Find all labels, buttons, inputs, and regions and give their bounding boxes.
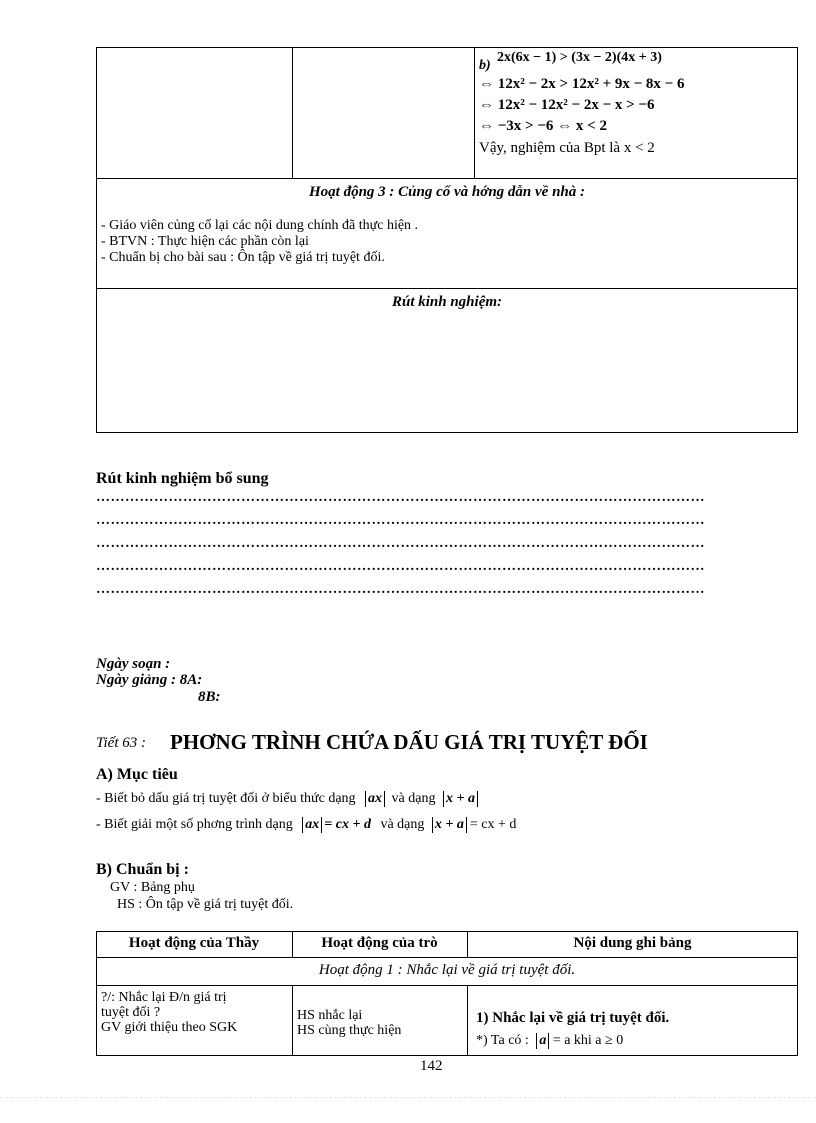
teacher-line: GV giới thiệu theo SGK (101, 1020, 238, 1035)
lesson-title: PHƠNG TRÌNH CHỨA DẤU GIÁ TRỊ TUYỆT ĐỐI (170, 730, 648, 754)
activity3-item: - Giáo viên củng cố lại các nội dung chính đã thực hiện . (101, 218, 419, 233)
lesson-period: Tiết 63 : (96, 735, 147, 751)
dot-line: ……………………………………………………………………………………………………………… (96, 513, 705, 528)
preparation-gv: GV : Bảng phụ (110, 880, 195, 895)
student-line: HS nhắc lại (297, 1008, 363, 1023)
conclusion: Vậy, nghiệm của Bpt là x < 2 (479, 140, 655, 156)
math-line-4: ⇔ −3x > −6 ⇔ x < 2 (479, 118, 607, 134)
page-number: 142 (420, 1058, 443, 1074)
abs-expr-xa: x + a (443, 791, 478, 807)
header-teacher: Hoạt động của Thầy (128, 935, 260, 951)
dot-line: ……………………………………………………………………………………………………………… (96, 582, 705, 597)
objective-2-text: - Biết giải một số phơng trình dạng (96, 817, 293, 832)
top-table-row-divider-1 (96, 178, 798, 179)
student-cell (297, 1008, 401, 1038)
math-line-1: 2x(6x − 1) > (3x − 2)(4x + 3) (497, 50, 662, 65)
objective-2-mid: và dạng (380, 817, 425, 832)
dot-line: ……………………………………………………………………………………………………………… (96, 559, 705, 574)
content-line-post: = a khi a ≥ 0 (552, 1033, 624, 1048)
teacher-line: tuyệt đối ? (101, 1005, 161, 1020)
header-content: Nội dung ghi bảng (573, 935, 692, 951)
activity1-heading: Hoạt động 1 : Nhắc lại về giá trị tuyệt đối. (318, 962, 576, 978)
teacher-cell (101, 990, 237, 1035)
prep-date-label: Ngày soạn : (96, 656, 171, 672)
math-b-label: b) (479, 58, 491, 73)
top-table-col-divider-1 (292, 47, 293, 178)
activity3-item: - BTVN : Thực hiện các phần còn lại (101, 234, 309, 249)
student-line: HS cùng thực hiện (297, 1023, 402, 1038)
objective-1-mid: và dạng (391, 791, 436, 806)
teach-date-label: Ngày giảng : 8A: (96, 672, 203, 688)
objectives-heading: A) Mục tiêu (96, 766, 178, 783)
abs-expr-ax: ax (302, 817, 322, 833)
equation-rhs: = cx + d (324, 817, 371, 832)
bottom-table-col-divider-1 (292, 985, 293, 1056)
objective-line-2 (96, 815, 516, 835)
dot-line: ……………………………………………………………………………………………………………… (96, 490, 705, 505)
content-line-pre: *) Ta có : (476, 1033, 529, 1048)
content-heading: 1) Nhắc lại về giá trị tuyệt đối. (476, 1010, 670, 1026)
top-table-row-divider-2 (96, 288, 798, 289)
abs-expr-ax: ax (365, 791, 385, 807)
abs-expr-a: a (536, 1033, 549, 1049)
bottom-table-col-divider-2 (467, 985, 468, 1056)
bottom-table-row-divider-2 (96, 985, 798, 986)
activity3-list (101, 218, 418, 266)
page-edge-line (0, 1097, 816, 1099)
class-b-label: 8B: (198, 689, 221, 705)
math-line-2: ⇔ 12x² − 2x > 12x² + 9x − 8x − 6 (479, 76, 685, 92)
teacher-line: ?/: Nhắc lại Đ/n giá trị (101, 990, 227, 1005)
activity3-heading: Hoạt động 3 : Củng cố và hớng dẫn về nhà : (309, 184, 585, 200)
experience-heading: Rút kinh nghiệm: (391, 294, 503, 310)
top-table-col-divider-2 (474, 47, 475, 178)
objective-1-text: - Biết bỏ dấu giá trị tuyệt đối ở biểu thức dạng (96, 791, 356, 806)
abs-expr-xa: x + a (432, 817, 467, 833)
supplement-heading: Rút kinh nghiệm bổ sung (96, 470, 269, 487)
math-block (479, 52, 794, 159)
activity3-item: - Chuẩn bị cho bài sau : Ôn tập về giá trị tuyệt đối. (101, 250, 385, 265)
dot-line: ……………………………………………………………………………………………………………… (96, 536, 705, 551)
objective-line-1 (96, 789, 478, 809)
preparation-heading: B) Chuẩn bị : (96, 861, 189, 878)
equation-rhs: = cx + d (469, 817, 517, 832)
bottom-table-row-divider-1 (96, 957, 798, 958)
preparation-hs: HS : Ôn tập về giá trị tuyệt đối. (117, 897, 294, 912)
header-student: Hoạt động của trò (321, 935, 438, 951)
content-line (476, 1032, 623, 1050)
math-line-3: ⇔ 12x² − 12x² − 2x − x > −6 (479, 97, 655, 113)
